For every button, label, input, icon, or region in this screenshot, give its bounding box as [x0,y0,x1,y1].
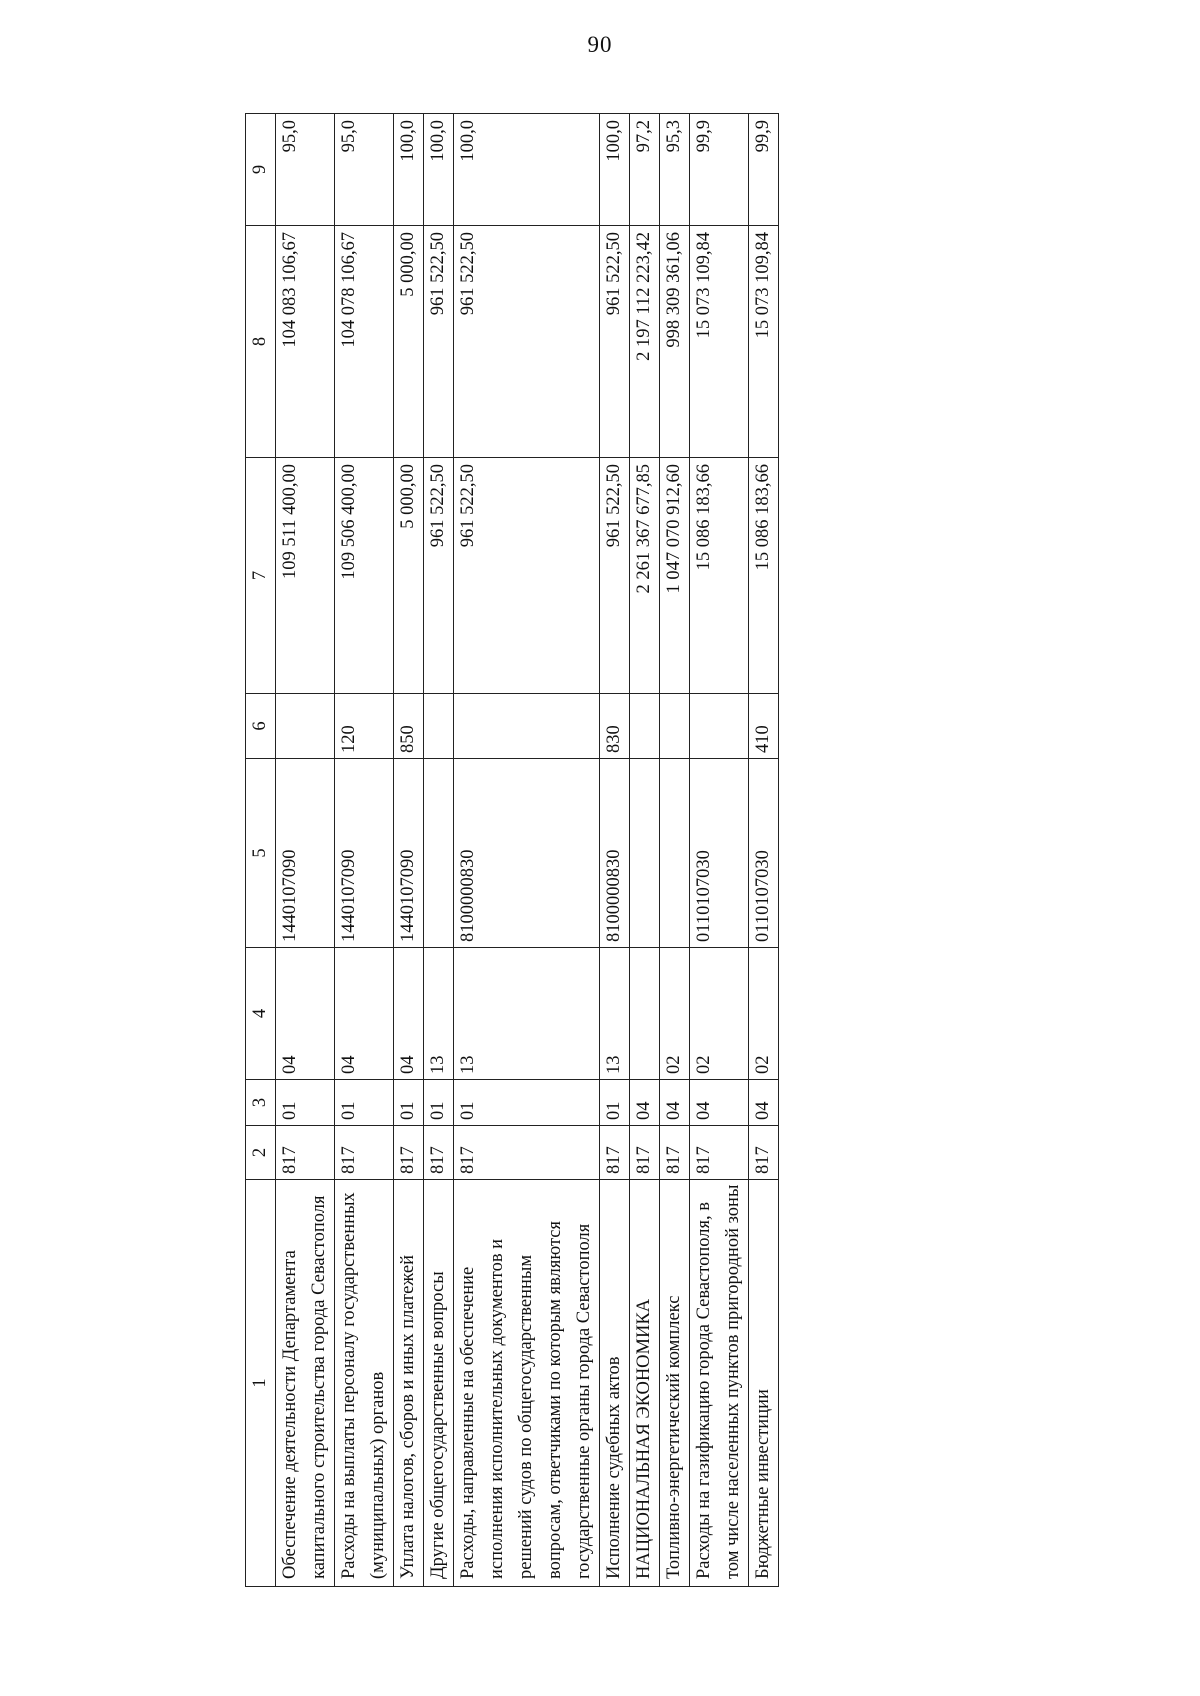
cell-7: 1 047 070 912,60 [660,458,690,694]
row-name: Расходы, направленные на обеспечение исполнения исполнительных документов и решений судов по общегосударственным вопросам, ответчиками по которым являются государственные органы города Севастополя [454,1180,600,1587]
cell-2: 817 [660,1126,690,1180]
cell-2: 817 [424,1126,454,1180]
cell-5 [424,759,454,948]
column-header: 7 [246,458,276,694]
cell-4: 04 [276,948,335,1080]
cell-7: 961 522,50 [424,458,454,694]
cell-9: 95,3 [660,114,690,226]
row-name: Другие общегосударственные вопросы [424,1180,454,1587]
cell-9: 100,0 [454,114,600,226]
table-row [749,114,779,1587]
cell-4: 04 [394,948,424,1080]
cell-2: 817 [690,1126,749,1180]
cell-9: 100,0 [394,114,424,226]
cell-5: 1440107090 [394,759,424,948]
row-name: Уплата налогов, сборов и иных платежей [394,1180,424,1587]
cell-2: 817 [394,1126,424,1180]
cell-2: 817 [276,1126,335,1180]
cell-6: 410 [749,694,779,759]
cell-7: 109 511 400,00 [276,458,335,694]
column-header: 3 [246,1080,276,1126]
cell-3: 04 [660,1080,690,1126]
cell-7: 5 000,00 [394,458,424,694]
row-name: Обеспечение деятельности Департамента капитального строительства города Севастополя [276,1180,335,1587]
column-header: 9 [246,114,276,226]
cell-8: 15 073 109,84 [749,226,779,458]
cell-8: 961 522,50 [600,226,630,458]
cell-3: 01 [276,1080,335,1126]
table-row [394,114,424,1587]
cell-5: 8100000830 [454,759,600,948]
cell-5: 1440107090 [335,759,394,948]
cell-7: 15 086 183,66 [690,458,749,694]
cell-3: 01 [600,1080,630,1126]
cell-8: 104 078 106,67 [335,226,394,458]
cell-8: 961 522,50 [424,226,454,458]
cell-8: 2 197 112 223,42 [630,226,660,458]
cell-4: 13 [600,948,630,1080]
page-number: 90 [587,32,613,57]
table-row [660,114,690,1587]
budget-table [245,113,779,1587]
cell-3: 04 [690,1080,749,1126]
row-name: НАЦИОНАЛЬНАЯ ЭКОНОМИКА [630,1180,660,1587]
cell-7: 109 506 400,00 [335,458,394,694]
cell-7: 961 522,50 [454,458,600,694]
row-name: Расходы на газификацию города Севастополя, в том числе населенных пунктов пригородной зоны [690,1180,749,1587]
cell-4: 02 [660,948,690,1080]
cell-7: 15 086 183,66 [749,458,779,694]
table-row [454,114,600,1587]
column-header: 8 [246,226,276,458]
cell-7: 2 261 367 677,85 [630,458,660,694]
cell-4: 04 [335,948,394,1080]
column-header: 4 [246,948,276,1080]
table-row [600,114,630,1587]
cell-9: 99,9 [749,114,779,226]
column-header: 6 [246,694,276,759]
cell-6: 850 [394,694,424,759]
cell-8: 104 083 106,67 [276,226,335,458]
column-header: 5 [246,759,276,948]
cell-4: 02 [749,948,779,1080]
row-name: Топливно-энергетический комплекс [660,1180,690,1587]
header-row [246,114,276,1587]
row-name: Расходы на выплаты персоналу государственных (муниципальных) органов [335,1180,394,1587]
cell-3: 01 [335,1080,394,1126]
cell-5: 0110107030 [690,759,749,948]
cell-9: 95,0 [335,114,394,226]
cell-6: 830 [600,694,630,759]
table-row [276,114,335,1587]
cell-9: 100,0 [424,114,454,226]
row-name: Бюджетные инвестиции [749,1180,779,1587]
cell-5 [630,759,660,948]
cell-2: 817 [335,1126,394,1180]
cell-3: 01 [394,1080,424,1126]
cell-6 [660,694,690,759]
cell-5 [660,759,690,948]
cell-2: 817 [454,1126,600,1180]
cell-5: 8100000830 [600,759,630,948]
cell-2: 817 [749,1126,779,1180]
cell-4 [630,948,660,1080]
cell-6: 120 [335,694,394,759]
table-row [690,114,749,1587]
cell-6 [424,694,454,759]
cell-8: 15 073 109,84 [690,226,749,458]
cell-6 [690,694,749,759]
cell-5: 1440107090 [276,759,335,948]
cell-2: 817 [600,1126,630,1180]
cell-6 [454,694,600,759]
cell-8: 961 522,50 [454,226,600,458]
rotated-table-container [245,114,905,1587]
table-row [335,114,394,1587]
cell-3: 01 [454,1080,600,1126]
cell-9: 95,0 [276,114,335,226]
column-header: 2 [246,1126,276,1180]
table-row [424,114,454,1587]
cell-8: 998 309 361,06 [660,226,690,458]
cell-9: 100,0 [600,114,630,226]
cell-4: 13 [424,948,454,1080]
cell-4: 13 [454,948,600,1080]
table-row [630,114,660,1587]
cell-8: 5 000,00 [394,226,424,458]
cell-9: 99,9 [690,114,749,226]
cell-9: 97,2 [630,114,660,226]
cell-6 [276,694,335,759]
cell-3: 01 [424,1080,454,1126]
cell-3: 04 [630,1080,660,1126]
cell-6 [630,694,660,759]
cell-2: 817 [630,1126,660,1180]
cell-7: 961 522,50 [600,458,630,694]
cell-3: 04 [749,1080,779,1126]
column-header: 1 [246,1180,276,1587]
cell-4: 02 [690,948,749,1080]
row-name: Исполнение судебных актов [600,1180,630,1587]
cell-5: 0110107030 [749,759,779,948]
